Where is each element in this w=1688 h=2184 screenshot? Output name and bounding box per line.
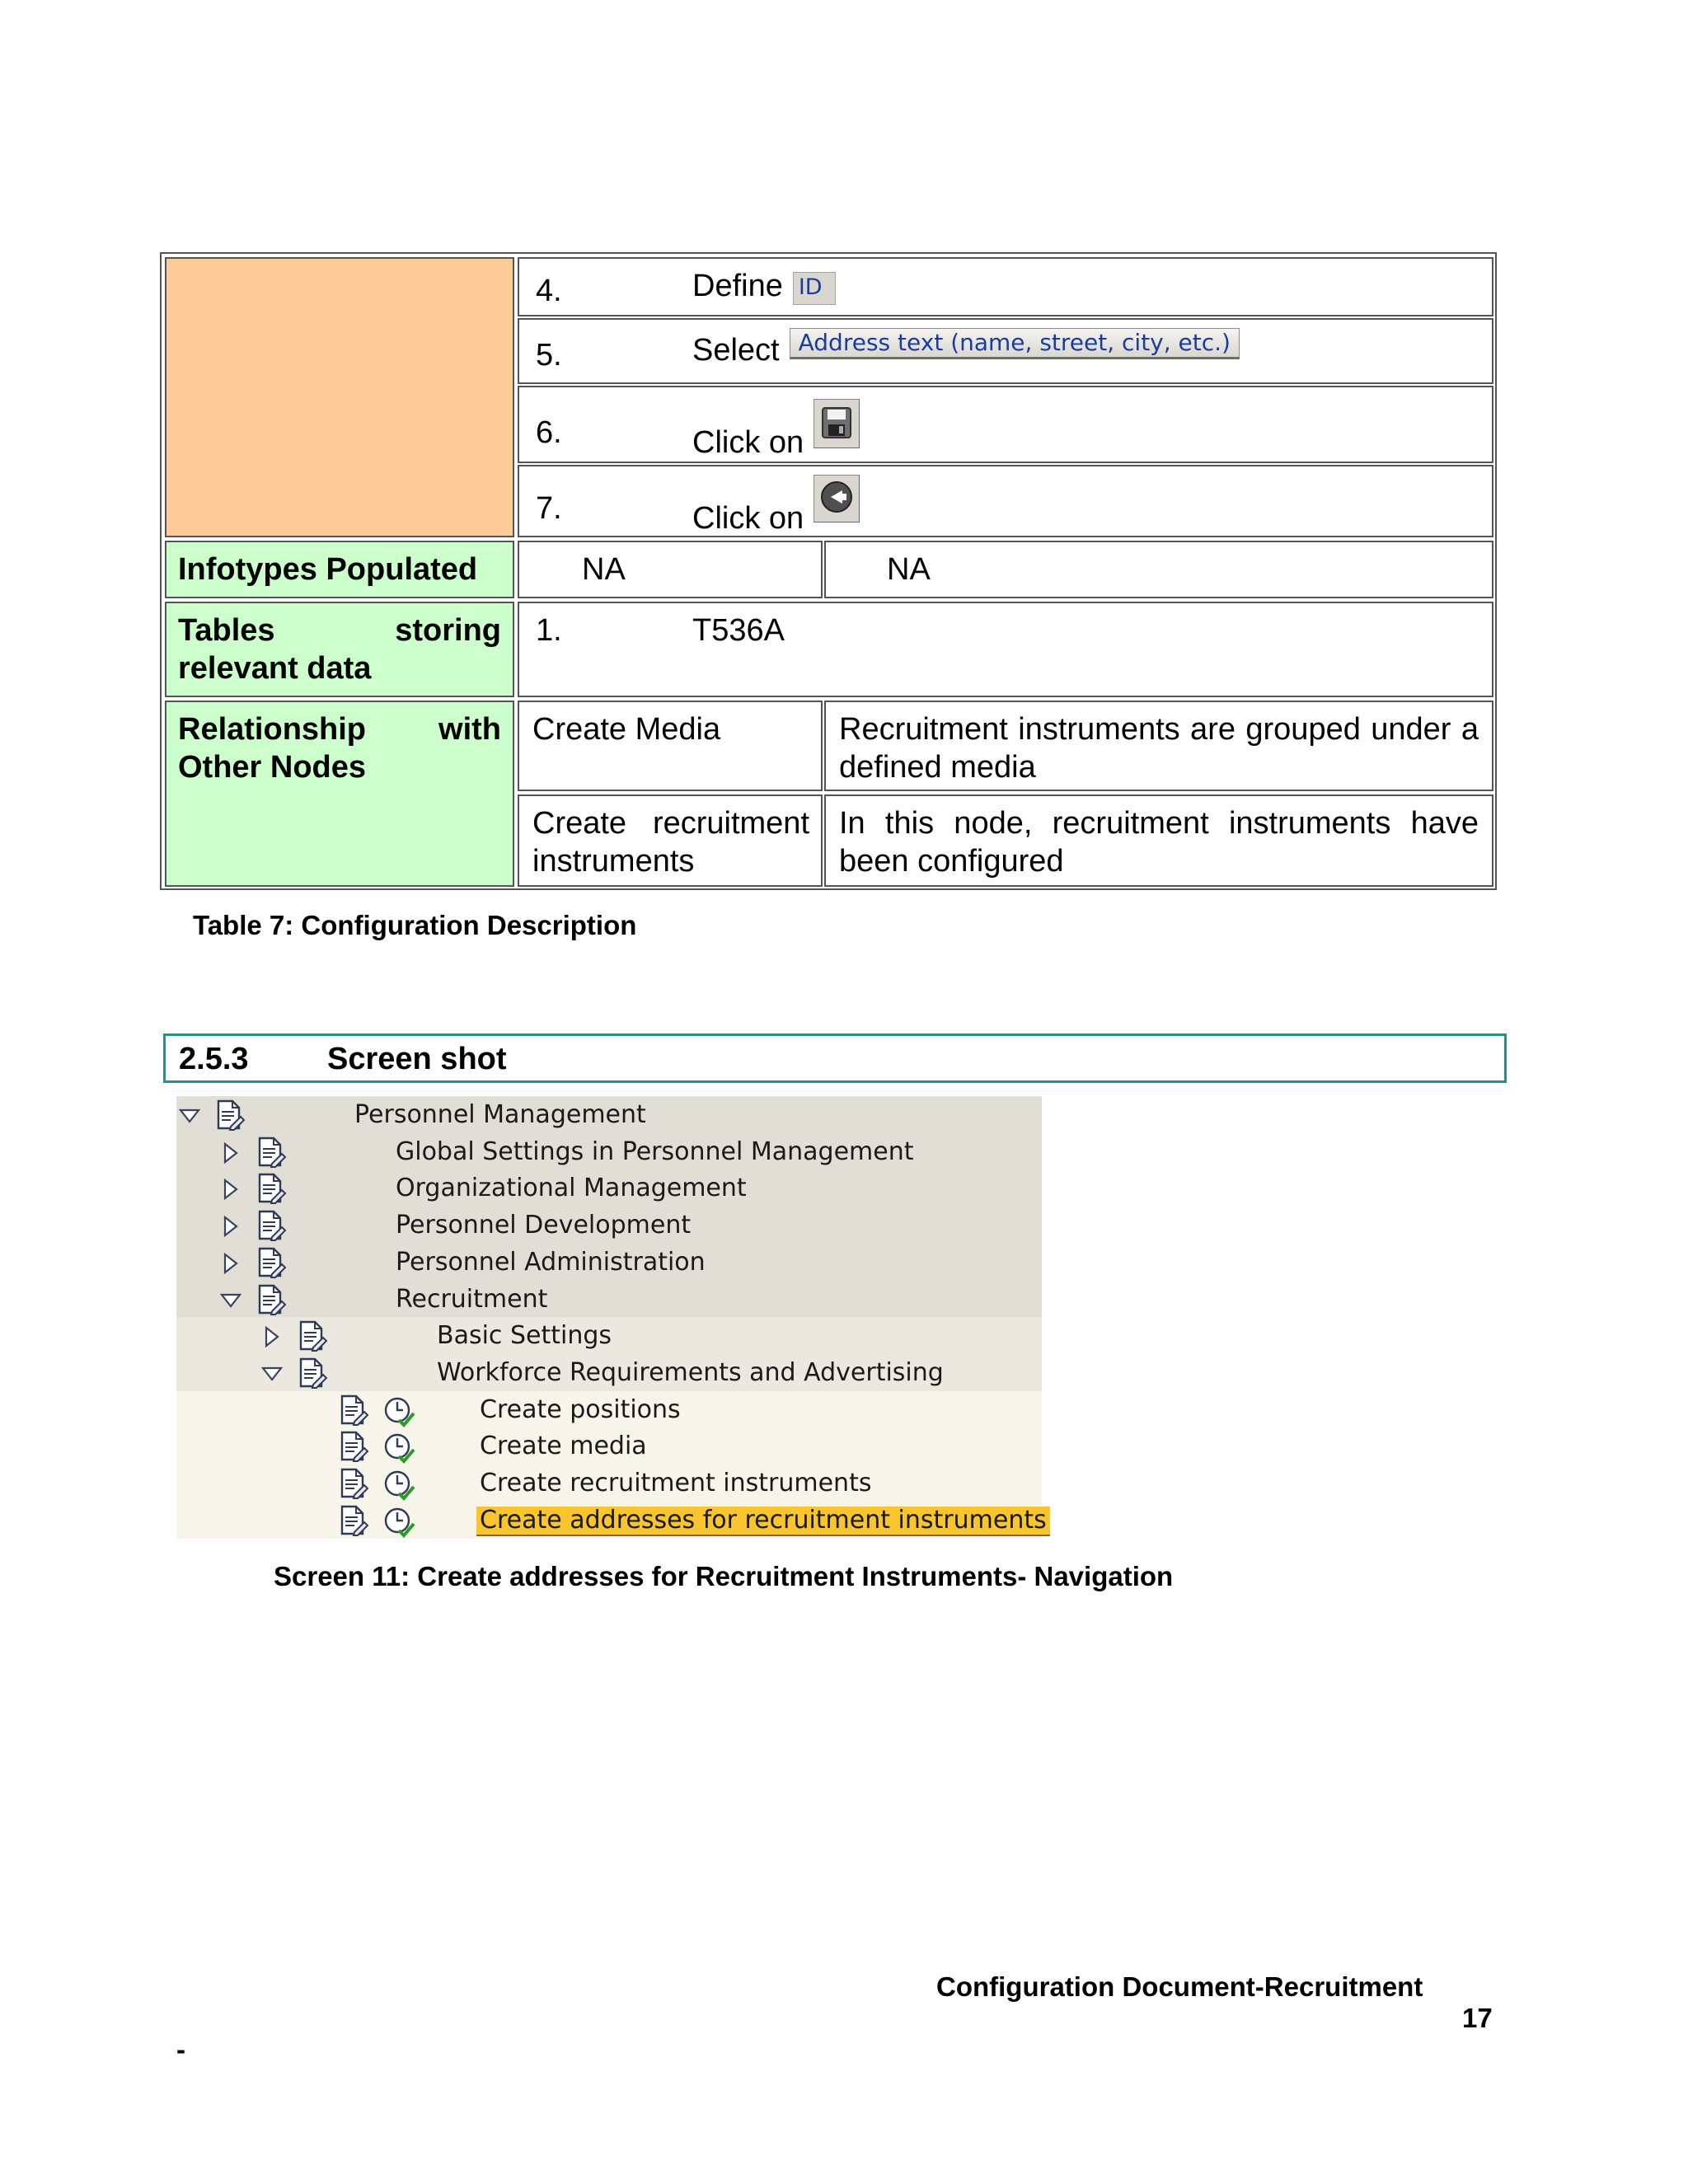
documentation-icon[interactable]	[254, 1172, 287, 1205]
tree-node-label-selected[interactable]: Create addresses for recruitment instruments	[476, 1507, 1050, 1536]
step-row-4	[518, 257, 1493, 316]
documentation-icon[interactable]	[254, 1283, 287, 1316]
tree-node[interactable]	[176, 1317, 1042, 1355]
tree-node[interactable]	[176, 1207, 1042, 1244]
tables-value: 1. T536A	[518, 602, 1493, 697]
execute-activity-clock-icon[interactable]	[382, 1394, 417, 1428]
tree-node-label[interactable]: Organizational Management	[396, 1174, 747, 1203]
tree-node[interactable]	[176, 1281, 1042, 1319]
relationship-desc-1: Recruitment instruments are grouped under a defined media	[824, 701, 1493, 791]
tree-node-label[interactable]: Workforce Requirements and Advertising	[437, 1357, 944, 1387]
step-text: Define	[692, 269, 783, 303]
expand-triangle-right-icon[interactable]	[219, 1141, 242, 1165]
page-number: 17	[1462, 2003, 1493, 2033]
documentation-icon[interactable]	[336, 1430, 369, 1463]
relationship-node-1: Create Media	[518, 701, 823, 791]
sap-navigation-tree	[176, 1096, 1047, 1541]
relationship-desc-2: In this node, recruitment instruments have been configured	[824, 794, 1493, 887]
screen-caption: Screen 11: Create addresses for Recruitment Instruments- Navigation	[274, 1561, 1174, 1591]
save-icon	[814, 399, 860, 448]
expand-triangle-right-icon[interactable]	[219, 1178, 242, 1201]
tree-node-label[interactable]: Personnel Administration	[396, 1247, 706, 1277]
step-row-7	[518, 465, 1493, 537]
tables-label: Tables storing relevant data	[165, 602, 514, 697]
infotypes-label: Infotypes Populated	[165, 541, 514, 598]
step-row-6	[518, 386, 1493, 463]
id-field: ID	[793, 272, 836, 305]
tree-node-label[interactable]: Personnel Management	[354, 1100, 646, 1129]
step-row-5	[518, 318, 1493, 384]
relationship-node-2: Create recruitment instruments	[518, 794, 823, 887]
documentation-icon[interactable]	[254, 1209, 287, 1242]
expand-triangle-right-icon[interactable]	[260, 1325, 284, 1348]
step-number: 5.	[536, 338, 562, 373]
tree-node-label[interactable]: Create recruitment instruments	[480, 1469, 872, 1497]
address-text-dropdown: Address text (name, street, city, etc.)	[790, 328, 1240, 359]
tree-node-label[interactable]: Global Settings in Personnel Management	[396, 1137, 914, 1166]
step-number: 7.	[536, 491, 562, 526]
label-cell-empty	[165, 257, 514, 537]
tree-node[interactable]	[176, 1502, 1047, 1539]
relationship-label: Relationship with Other Nodes	[165, 701, 514, 887]
infotypes-value-1: NA	[518, 541, 823, 598]
step-text: Click on	[692, 501, 804, 536]
table-name: T536A	[692, 613, 785, 648]
documentation-icon[interactable]	[213, 1099, 246, 1132]
tree-node[interactable]	[176, 1169, 1042, 1207]
step-text: Click on	[692, 425, 804, 460]
table-caption: Table 7: Configuration Description	[193, 910, 637, 940]
tree-node-label[interactable]: Create positions	[480, 1394, 681, 1424]
section-title: Screen shot	[327, 1042, 507, 1076]
step-number: 4.	[536, 274, 562, 308]
execute-activity-clock-icon[interactable]	[382, 1504, 417, 1539]
documentation-icon[interactable]	[336, 1504, 369, 1537]
expand-triangle-down-icon[interactable]	[178, 1104, 201, 1127]
expand-triangle-right-icon[interactable]	[219, 1252, 242, 1275]
documentation-icon[interactable]	[295, 1319, 328, 1352]
expand-triangle-down-icon[interactable]	[260, 1362, 284, 1385]
section-heading	[163, 1033, 1507, 1083]
tree-node[interactable]	[176, 1391, 1042, 1429]
documentation-icon[interactable]	[254, 1136, 287, 1169]
step-number: 6.	[536, 415, 562, 450]
tree-node[interactable]	[176, 1096, 1042, 1134]
expand-triangle-down-icon[interactable]	[219, 1289, 242, 1312]
execute-activity-clock-icon[interactable]	[382, 1430, 417, 1465]
documentation-icon[interactable]	[295, 1357, 328, 1390]
step-text: Select	[692, 333, 780, 368]
tree-node-label[interactable]: Recruitment	[396, 1284, 548, 1314]
expand-triangle-right-icon[interactable]	[219, 1215, 242, 1238]
execute-activity-clock-icon[interactable]	[382, 1467, 417, 1502]
footer-title: Configuration Document-Recruitment	[936, 1971, 1423, 2002]
footer-dash: -	[176, 2034, 185, 2064]
tree-node-label[interactable]: Personnel Development	[396, 1211, 692, 1240]
infotypes-value-2: NA	[824, 541, 1493, 598]
back-icon	[814, 475, 860, 523]
tree-node[interactable]	[176, 1133, 1042, 1171]
tree-node[interactable]	[176, 1465, 1042, 1502]
documentation-icon[interactable]	[336, 1467, 369, 1500]
tree-node-label[interactable]: Create media	[480, 1432, 647, 1461]
documentation-icon[interactable]	[254, 1246, 287, 1279]
config-table	[160, 252, 1497, 890]
documentation-icon[interactable]	[336, 1394, 369, 1427]
tree-node[interactable]	[176, 1354, 1042, 1392]
section-number: 2.5.3	[179, 1042, 249, 1076]
tree-node[interactable]	[176, 1427, 1042, 1465]
tree-node[interactable]	[176, 1244, 1042, 1282]
tree-node-label[interactable]: Basic Settings	[437, 1321, 612, 1351]
